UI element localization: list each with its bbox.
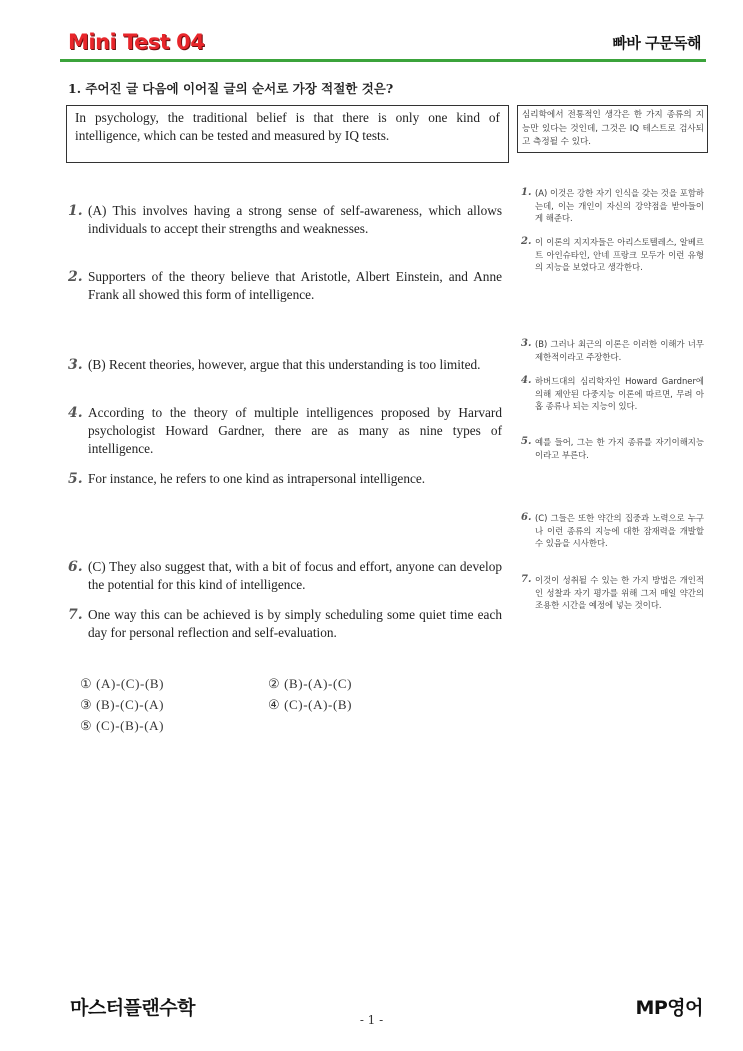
sentence-text: Supporters of the theory believe that Aristotle, Albert Einstein, and Anne Frank all showed this form of intelligence. — [88, 269, 502, 302]
translation-text: 이것이 성취될 수 있는 한 가지 방법은 개인적인 성찰과 자기 평가를 위해 그저 매일 약간의 조용한 시간을 예정에 넣는 것이다. — [535, 575, 704, 611]
choice-1[interactable]: ① (A)-(C)-(B) — [80, 676, 165, 691]
sentence-number: 5. — [68, 471, 83, 487]
translation-number: 4. — [521, 375, 532, 386]
intro-passage: In psychology, the traditional belief is that there is only one kind of intelligence, which can be tested and measured by IQ tests. — [66, 105, 509, 163]
choice-5[interactable]: ⑤ (C)-(B)-(A) — [80, 718, 165, 733]
test-title: Mini Test 04 — [68, 30, 205, 54]
sentence-7 — [66, 606, 502, 642]
translation-number: 1. — [521, 187, 532, 198]
translation-3 — [521, 338, 704, 363]
choice-3[interactable]: ③ (B)-(C)-(A) — [80, 697, 165, 712]
translation-text: (C) 그들은 또한 약간의 집중과 노력으로 누구나 이런 종류의 지능에 대한 잠재력을 개발할 수 있음을 시사한다. — [535, 513, 704, 549]
translation-number: 5. — [521, 436, 532, 447]
sentence-number: 7. — [68, 607, 83, 623]
translation-2 — [521, 236, 704, 274]
sentence-number: 1. — [68, 203, 83, 219]
sentence-text: One way this can be achieved is by simply scheduling some quiet time each day for personal reflection and self-evaluation. — [88, 607, 502, 640]
translation-number: 3. — [521, 338, 532, 349]
sentence-number: 4. — [68, 405, 83, 421]
translation-text: 이 이론의 지지자들은 아리스토텔레스, 알베르트 아인슈타인, 안네 프랑크 모두가 이런 유형의 지능을 보였다고 생각한다. — [535, 237, 704, 273]
sentence-text: (C) They also suggest that, with a bit of focus and effort, anyone can develop the potential for this kind of intelligence. — [88, 559, 502, 592]
translation-5 — [521, 436, 704, 461]
footer-publisher: 마스터플랜수학 — [70, 997, 195, 1019]
sentence-text: (B) Recent theories, however, argue that this understanding is too limited. — [88, 357, 481, 372]
translation-4 — [521, 375, 704, 413]
page-number: - 1 - — [359, 1013, 384, 1027]
translation-number: 6. — [521, 512, 532, 523]
choice-2[interactable]: ② (B)-(A)-(C) — [268, 676, 353, 691]
brand-logo: 빠바 구문독해 — [612, 34, 701, 52]
sentence-number: 6. — [68, 559, 83, 575]
translation-text: (A) 이것은 강한 자기 인식을 갖는 것을 포함하는데, 이는 개인이 자신의 강약점을 받아들이게 해준다. — [535, 188, 704, 224]
intro-translation: 심리학에서 전통적인 생각은 한 가지 종류의 지능만 있다는 것인데, 그것은 IQ 테스트로 검사되고 측정될 수 있다. — [517, 105, 708, 153]
translation-number: 7. — [521, 574, 532, 585]
sentence-6 — [66, 558, 502, 594]
translation-number: 2. — [521, 236, 532, 247]
sentence-5 — [66, 470, 502, 488]
sentence-2 — [66, 268, 502, 304]
translation-text: 하버드대의 심리학자인 Howard Gardner에 의해 제안된 다중지능 이론에 따르면, 무려 아홉 종류나 되는 지능이 있다. — [535, 376, 704, 412]
sentence-1 — [66, 202, 502, 238]
sentence-text: According to the theory of multiple intelligences proposed by Harvard psychologist Howard Gardner, there are as many as nine types of intelligence. — [88, 405, 502, 456]
translation-6 — [521, 512, 704, 550]
sentence-text: For instance, he refers to one kind as intrapersonal intelligence. — [88, 471, 426, 486]
translation-7 — [521, 574, 704, 612]
header-divider — [60, 59, 706, 62]
sentence-number: 3. — [68, 357, 83, 373]
translation-1 — [521, 187, 704, 225]
translation-text: 예를 들어, 그는 한 가지 종류를 자기이해지능이라고 부른다. — [535, 437, 704, 460]
footer-brand: MP영어 — [635, 997, 703, 1019]
sentence-number: 2. — [68, 269, 83, 285]
sentence-4 — [66, 404, 502, 458]
question-prompt: 1. 주어진 글 다음에 이어질 글의 순서로 가장 적절한 것은? — [68, 81, 394, 96]
translation-text: (B) 그러나 최근의 이론은 이러한 이해가 너무 제한적이라고 주장한다. — [535, 339, 704, 362]
sentence-3 — [66, 356, 502, 374]
sentence-text: (A) This involves having a strong sense of self-awareness, which allows individuals to accept their strengths and weaknesses. — [88, 203, 502, 236]
choice-4[interactable]: ④ (C)-(A)-(B) — [268, 697, 353, 712]
